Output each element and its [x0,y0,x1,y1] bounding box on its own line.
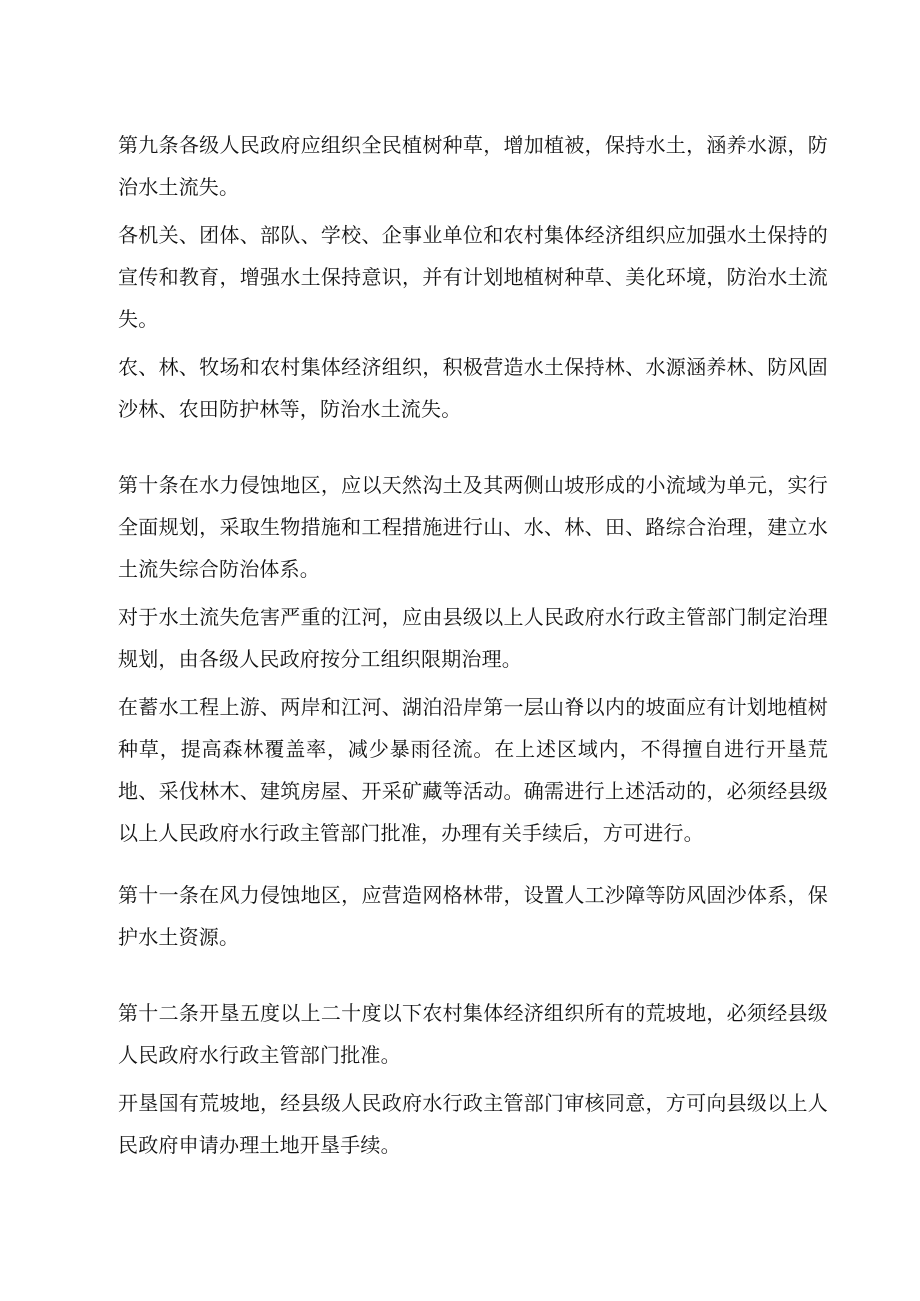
section-gap [112,430,828,464]
article-9-paragraph-2: 各机关、团体、部队、学校、企事业单位和农村集体经济组织应加强水土保持的宣传和教育，增强水土保持意识，并有计划地植树种草、美化环境，防治水土流失。 [118,223,828,331]
article-9 [112,124,828,430]
article-11 [112,874,828,958]
article-12-paragraph-2: 开垦国有荒坡地，经县级人民政府水行政主管部门审核同意，方可向县级以上人民政府申请办理土地开垦手续。 [118,1091,828,1157]
article-12-paragraph-1: 第十二条开垦五度以上二十度以下农村集体经济组织所有的荒坡地，必须经县级人民政府水行政主管部门批准。 [118,1001,828,1067]
article-10-paragraph-2: 对于水土流失危害严重的江河，应由县级以上人民政府水行政主管部门制定治理规划，由各级人民政府按分工组织限期治理。 [118,605,828,671]
article-10-paragraph-1: 第十条在水力侵蚀地区，应以天然沟土及其两侧山坡形成的小流域为单元，实行全面规划，采取生物措施和工程措施进行山、水、林、田、路综合治理，建立水土流失综合防治体系。 [118,473,828,581]
article-10 [112,464,828,854]
article-10-paragraph-3: 在蓄水工程上游、两岸和江河、湖泊沿岸第一层山脊以内的坡面应有计划地植树种草，提高森林覆盖率，减少暴雨径流。在上述区域内，不得擅自进行开垦荒地、采伐林木、建筑房屋、开采矿藏等活动。确需进行上述活动的，必须经县级以上人民政府水行政主管部门批准，办理有关手续后，方可进行。 [118,695,828,845]
section-gap [112,854,828,874]
article-9-paragraph-3: 农、林、牧场和农村集体经济组织，积极营造水土保持林、水源涵养林、防风固沙林、农田防护林等，防治水土流失。 [118,355,828,421]
document-body [112,124,828,1166]
section-gap [112,958,828,992]
article-9-paragraph-1: 第九条各级人民政府应组织全民植树种草，增加植被，保持水土，涵养水源，防治水土流失。 [118,133,828,199]
article-12 [112,992,828,1166]
article-11-paragraph-1: 第十一条在风力侵蚀地区，应营造网格林带，设置人工沙障等防风固沙体系，保护水土资源。 [118,883,828,949]
